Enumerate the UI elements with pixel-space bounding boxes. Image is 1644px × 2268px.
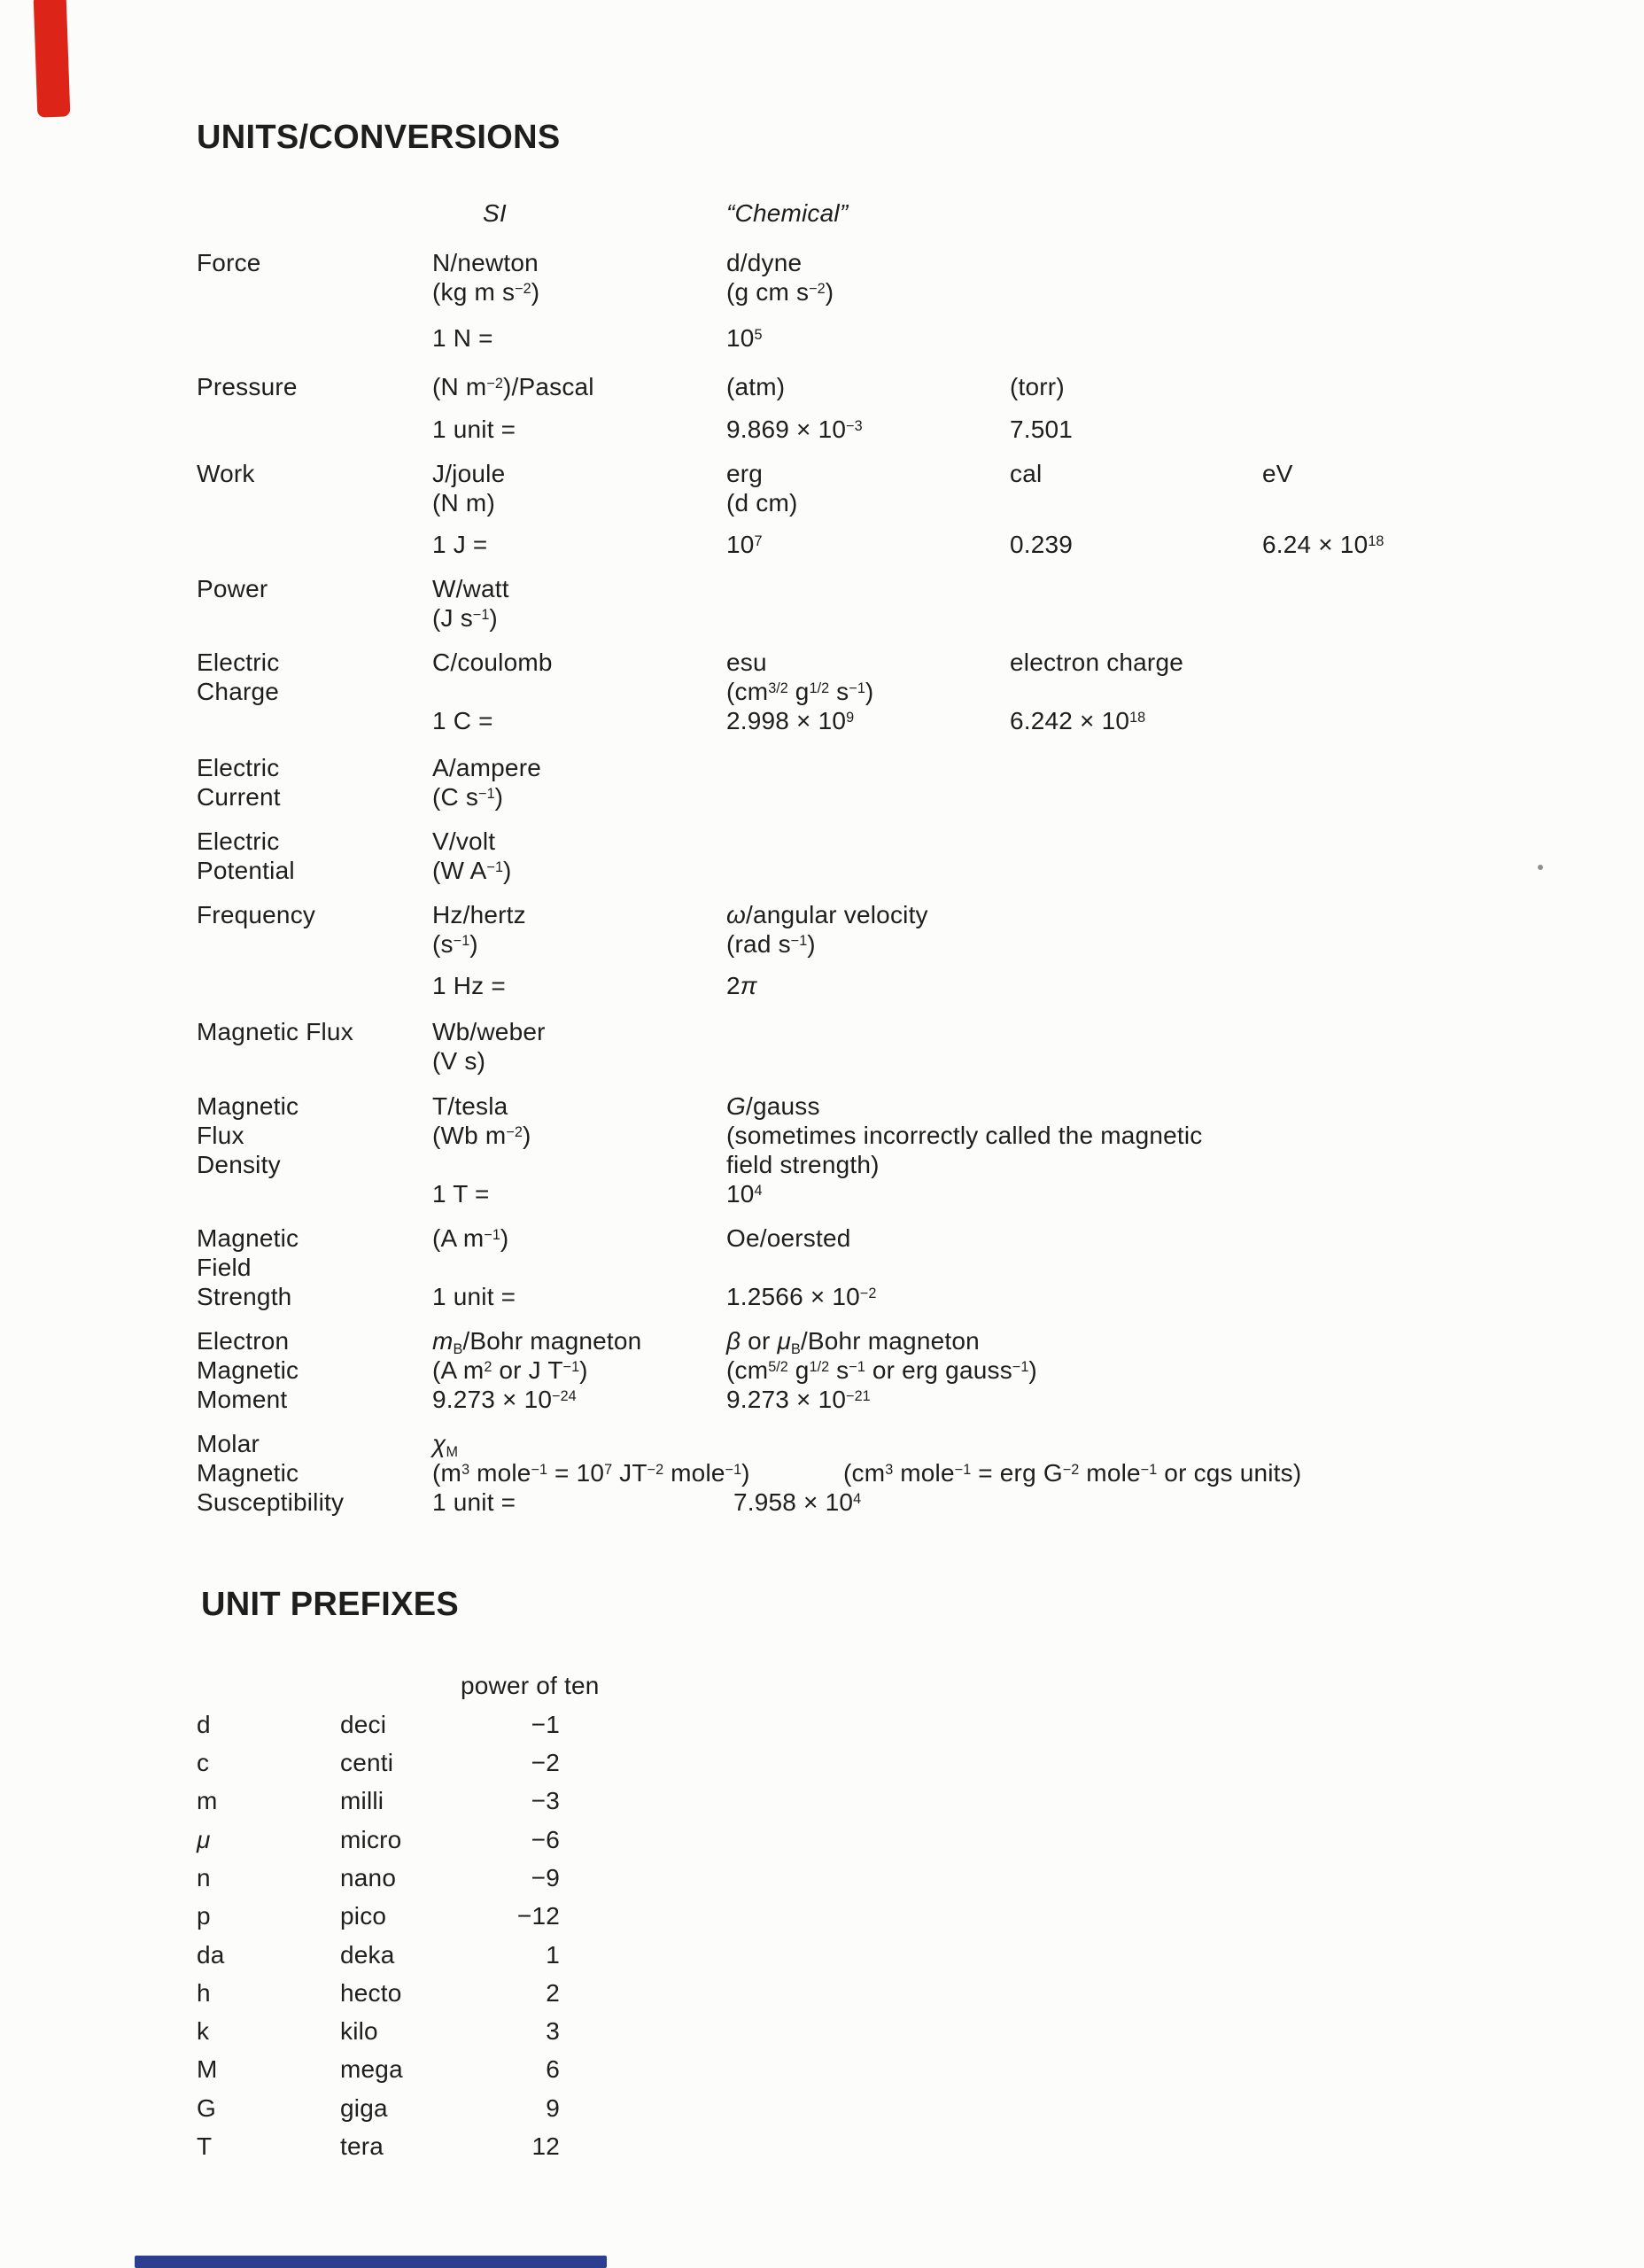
frequency-chem-value: 2π	[726, 972, 757, 999]
pressure-eq: 1 unit =	[432, 416, 516, 443]
force-chem-value: $10^5$	[726, 324, 763, 352]
prefix-power: 1	[546, 1941, 560, 1969]
prefix-power: −12	[516, 1902, 560, 1930]
mfd-si-dims: (Wb $m^{-2}$)	[432, 1122, 531, 1149]
work-erg-value: $10^7$	[726, 531, 763, 558]
prefix-power: −6	[531, 1826, 560, 1853]
prefix-name: kilo	[340, 2017, 378, 2045]
magflux-si-unit: Wb/weber	[432, 1018, 546, 1045]
prefix-name: hecto	[340, 1979, 402, 2007]
mfd-chem-note-1: (sometimes incorrectly called the magnetic	[726, 1122, 1203, 1149]
work-erg-dims: (d cm)	[726, 489, 798, 517]
work-si-unit: J/joule	[432, 460, 506, 487]
power-si-dims: (J $s^{-1}$)	[432, 604, 498, 632]
work-cal-unit: cal	[1010, 460, 1043, 487]
col-header-chemical: “Chemical”	[726, 199, 849, 227]
prefix-power: 3	[546, 2017, 560, 2045]
echarge-esu-value: $2.998 \times 10^9$	[726, 707, 855, 734]
emm-label-2: Magnetic	[197, 1356, 299, 1384]
mfd-label-2: Flux	[197, 1122, 244, 1149]
prefix-name: pico	[340, 1902, 387, 1930]
prefixes-title: UNIT PREFIXES	[201, 1586, 460, 1623]
emm-chem-dims: ($cm^{5/2}$ $g^{1/2}$ $s^{-1}$ or erg gauss$^{-1}$)	[726, 1356, 1037, 1384]
epotential-label-1: Electric	[197, 827, 280, 855]
force-si-dims: (kg m $s^{-2}$)	[432, 278, 540, 306]
pressure-torr-unit: (torr)	[1010, 373, 1065, 400]
prefix-power: −9	[531, 1864, 560, 1891]
mms-label-3: Susceptibility	[197, 1488, 345, 1516]
prefix-name: mega	[340, 2055, 403, 2083]
blue-edge-mark	[135, 2256, 607, 2268]
prefix-symbol: da	[197, 1941, 225, 1969]
frequency-eq: 1 Hz =	[432, 972, 506, 999]
force-label: Force	[197, 249, 261, 276]
prefix-symbol: n	[197, 1864, 211, 1891]
mfs-chem-unit: Oe/oersted	[726, 1224, 851, 1252]
prefix-symbol: T	[197, 2132, 213, 2160]
mfd-si-unit: T/tesla	[432, 1092, 508, 1120]
force-si-unit: N/newton	[432, 249, 539, 276]
frequency-si-dims: $(s^{-1})$	[432, 930, 478, 958]
prefix-name: deka	[340, 1941, 395, 1969]
prefix-power: −1	[531, 1711, 560, 1738]
mfs-chem-value: $1.2566 \times 10^{-2}$	[726, 1283, 877, 1310]
frequency-chem-unit: ω/angular velocity	[726, 901, 928, 928]
mfs-label-3: Strength	[197, 1283, 292, 1310]
work-label: Work	[197, 460, 255, 487]
work-ev-value: $6.24 \times 10^{18}$	[1262, 531, 1384, 558]
mfs-eq: 1 unit =	[432, 1283, 516, 1310]
prefix-symbol: d	[197, 1711, 211, 1738]
frequency-label: Frequency	[197, 901, 316, 928]
work-si-dims: (N m)	[432, 489, 495, 517]
mfd-label-3: Density	[197, 1151, 281, 1178]
frequency-chem-dims: (rad $s^{-1}$)	[726, 930, 816, 958]
prefix-power: 2	[546, 1979, 560, 2007]
epotential-si-unit: V/volt	[432, 827, 496, 855]
prefix-symbol: p	[197, 1902, 211, 1930]
mfd-label-1: Magnetic	[197, 1092, 299, 1120]
mfs-si-dims: (A $m^{-1}$)	[432, 1224, 509, 1252]
prefix-name: nano	[340, 1864, 397, 1891]
power-si-unit: W/watt	[432, 575, 509, 602]
emm-chem-unit: β or $\mu_B$/Bohr magneton	[726, 1327, 980, 1357]
mms-chem-value: $7.958 \times 10^4$	[733, 1488, 862, 1516]
emm-si-value: $9.273 \times 10^{-24}$	[432, 1386, 577, 1413]
prefix-power: 12	[531, 2132, 560, 2160]
echarge-electron-unit: electron charge	[1010, 649, 1184, 676]
prefix-name: milli	[340, 1787, 384, 1814]
force-chem-unit: d/dyne	[726, 249, 803, 276]
work-erg-unit: erg	[726, 460, 764, 487]
emm-si-dims: (A $m^2$ or J $T^{-1}$)	[432, 1356, 588, 1384]
work-eq: 1 J =	[432, 531, 488, 558]
pressure-si-unit: (N $m^{-2}$)/Pascal	[432, 373, 594, 400]
prefix-name: micro	[340, 1826, 402, 1853]
prefix-name: tera	[340, 2132, 384, 2160]
echarge-label-1: Electric	[197, 649, 280, 676]
prefix-name: giga	[340, 2094, 388, 2122]
prefix-symbol: c	[197, 1749, 210, 1776]
echarge-eq: 1 C =	[432, 707, 493, 734]
ecurrent-label-2: Current	[197, 783, 281, 811]
scan-speck	[1538, 865, 1543, 870]
mms-eq: 1 unit =	[432, 1488, 516, 1516]
mfs-label-1: Magnetic	[197, 1224, 299, 1252]
prefix-symbol: μ	[197, 1826, 211, 1853]
prefix-name: deci	[340, 1711, 387, 1738]
mms-chem-dims: ($cm^3$ mole$^{-1}$ = erg $G^{-2}$ mole$^{-1}$ or cgs units)	[843, 1459, 1302, 1487]
work-cal-value: 0.239	[1010, 531, 1074, 558]
ecurrent-label-1: Electric	[197, 754, 280, 781]
prefix-symbol: G	[197, 2094, 216, 2122]
prefix-power: −2	[531, 1749, 560, 1776]
pressure-chem-value: $9.869 \times 10^{-3}$	[726, 416, 863, 443]
mfd-chem-unit: G/gauss	[726, 1092, 820, 1120]
magflux-label: Magnetic Flux	[197, 1018, 353, 1045]
mfd-eq: 1 T =	[432, 1180, 490, 1208]
echarge-electron-value: $6.242 \times 10^{18}$	[1010, 707, 1146, 734]
echarge-label-2: Charge	[197, 678, 280, 705]
emm-chem-value: $9.273 \times 10^{-21}$	[726, 1386, 871, 1413]
page-title: UNITS/CONVERSIONS	[197, 119, 561, 156]
mms-si-symbol: $\chi_M$	[432, 1430, 459, 1460]
pressure-label: Pressure	[197, 373, 298, 400]
emm-si-unit: $m_B$/Bohr magneton	[432, 1327, 642, 1357]
frequency-si-unit: Hz/hertz	[432, 901, 526, 928]
prefix-symbol: k	[197, 2017, 210, 2045]
red-edge-mark	[34, 0, 71, 118]
emm-label-3: Moment	[197, 1386, 288, 1413]
prefix-symbol: M	[197, 2055, 218, 2083]
prefix-power: 6	[546, 2055, 560, 2083]
mfs-label-2: Field	[197, 1254, 252, 1281]
epotential-label-2: Potential	[197, 857, 295, 884]
col-header-si: SI	[483, 199, 507, 227]
pressure-torr-value: 7.501	[1010, 416, 1074, 443]
force-eq: 1 N =	[432, 324, 493, 352]
mms-label-2: Magnetic	[197, 1459, 299, 1487]
force-chem-dims: (g cm $s^{-2}$)	[726, 278, 834, 306]
ecurrent-si-dims: (C $s^{-1}$)	[432, 783, 504, 811]
mfd-chem-value: $10^4$	[726, 1180, 763, 1208]
power-label: Power	[197, 575, 268, 602]
prefix-symbol: m	[197, 1787, 218, 1814]
emm-label-1: Electron	[197, 1327, 290, 1355]
pressure-chem-unit: (atm)	[726, 373, 786, 400]
echarge-esu-dims: ($cm^{3/2}$ $g^{1/2}$ $s^{-1}$)	[726, 678, 874, 705]
magflux-si-dims: (V s)	[432, 1047, 486, 1075]
mms-label-1: Molar	[197, 1430, 260, 1457]
mms-si-dims: ($m^3$ mole$^{-1}$ = $10^7$ $JT^{-2}$ mole$^{-1}$)	[432, 1459, 750, 1487]
prefix-symbol: h	[197, 1979, 211, 2007]
prefix-power: −3	[531, 1787, 560, 1814]
prefix-power: 9	[546, 2094, 560, 2122]
echarge-si-unit: C/coulomb	[432, 649, 553, 676]
mfd-chem-note-2: field strength)	[726, 1151, 880, 1178]
power-of-ten-header: power of ten	[461, 1672, 600, 1699]
prefix-name: centi	[340, 1749, 394, 1776]
work-ev-unit: eV	[1262, 460, 1293, 487]
echarge-esu-unit: esu	[726, 649, 767, 676]
epotential-si-dims: (W $A^{-1}$)	[432, 857, 512, 884]
ecurrent-si-unit: A/ampere	[432, 754, 541, 781]
